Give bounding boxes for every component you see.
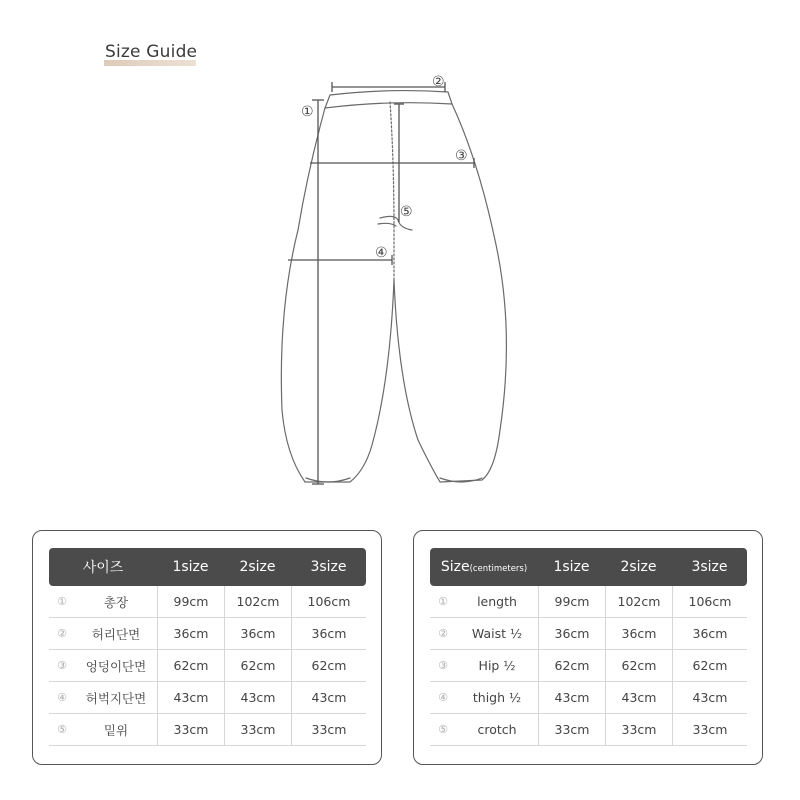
cell-value: 43cm [672, 682, 747, 713]
header-3size: 3size [691, 559, 728, 575]
cell-value: 99cm [157, 586, 224, 617]
marker-2: ② [432, 74, 445, 90]
table-row [49, 586, 366, 618]
left-leg-outline [281, 108, 394, 482]
row-number: ③ [57, 659, 67, 672]
row-number: ⑤ [57, 723, 67, 736]
row-label: length [477, 594, 517, 609]
header-1size: 1size [553, 559, 590, 575]
cell-value: 36cm [605, 618, 672, 649]
table-header [49, 548, 366, 586]
cell-value: 106cm [291, 586, 366, 617]
row-number: ③ [438, 659, 448, 672]
cell-value: 99cm [538, 586, 605, 617]
cell-value: 33cm [672, 714, 747, 745]
header-size [430, 559, 538, 575]
header-size: 사이즈 [82, 560, 124, 576]
header-3size: 3size [310, 559, 347, 575]
cell-value: 62cm [538, 650, 605, 681]
cell-value: 36cm [291, 618, 366, 649]
row-number: ④ [57, 691, 67, 704]
row-label: 엉덩이단면 [85, 658, 147, 674]
header-2size: 2size [620, 559, 657, 575]
marker-5: ⑤ [400, 204, 413, 220]
cell-value: 36cm [538, 618, 605, 649]
cell-value: 33cm [538, 714, 605, 745]
cell-value: 62cm [157, 650, 224, 681]
row-label: 허리단면 [91, 626, 141, 642]
header-1size: 1size [172, 559, 209, 575]
marker-4: ④ [375, 245, 388, 261]
cell-value: 43cm [224, 682, 291, 713]
table-row [430, 586, 747, 618]
cell-value: 62cm [605, 650, 672, 681]
row-label: thigh ½ [472, 690, 522, 705]
row-number: ② [57, 627, 67, 640]
table-header [430, 548, 747, 586]
table-row [49, 650, 366, 682]
row-label: 밑위 [103, 722, 129, 738]
row-label: Waist ½ [471, 626, 523, 641]
header-size-unit: (centimeters) [469, 564, 528, 574]
cell-value: 106cm [672, 586, 747, 617]
cell-value: 62cm [291, 650, 366, 681]
table-row [430, 682, 747, 714]
cell-value: 102cm [224, 586, 291, 617]
table-row [49, 618, 366, 650]
row-label: Hip ½ [478, 658, 516, 673]
row-number: ④ [438, 691, 448, 704]
waistband [325, 91, 452, 108]
table-row [430, 714, 747, 746]
crotch-seam [390, 102, 394, 280]
cell-value: 43cm [291, 682, 366, 713]
cell-value: 36cm [224, 618, 291, 649]
row-number: ① [57, 595, 67, 608]
row-label: 총장 [103, 594, 129, 610]
row-number: ① [438, 595, 448, 608]
table-row [49, 714, 366, 746]
cell-value: 36cm [672, 618, 747, 649]
marker-3: ③ [455, 148, 468, 164]
cell-value: 33cm [157, 714, 224, 745]
cell-value: 33cm [605, 714, 672, 745]
header-2size: 2size [239, 559, 276, 575]
table-row [49, 682, 366, 714]
cell-value: 36cm [157, 618, 224, 649]
cell-value: 33cm [291, 714, 366, 745]
row-label: 허벅지단면 [85, 690, 147, 706]
marker-1: ① [301, 104, 314, 120]
size-table-korean [32, 530, 382, 765]
cell-value: 62cm [224, 650, 291, 681]
cell-value: 33cm [224, 714, 291, 745]
cell-value: 43cm [538, 682, 605, 713]
row-label: crotch [477, 722, 517, 737]
table-row [430, 618, 747, 650]
cell-value: 102cm [605, 586, 672, 617]
cell-value: 43cm [157, 682, 224, 713]
row-number: ⑤ [438, 723, 448, 736]
table-row [430, 650, 747, 682]
size-table-english [413, 530, 763, 765]
row-number: ② [438, 627, 448, 640]
right-leg-outline [394, 104, 506, 482]
header-size-main: Size [440, 559, 470, 575]
page-title: Size Guide [105, 42, 198, 62]
cell-value: 43cm [605, 682, 672, 713]
cell-value: 62cm [672, 650, 747, 681]
